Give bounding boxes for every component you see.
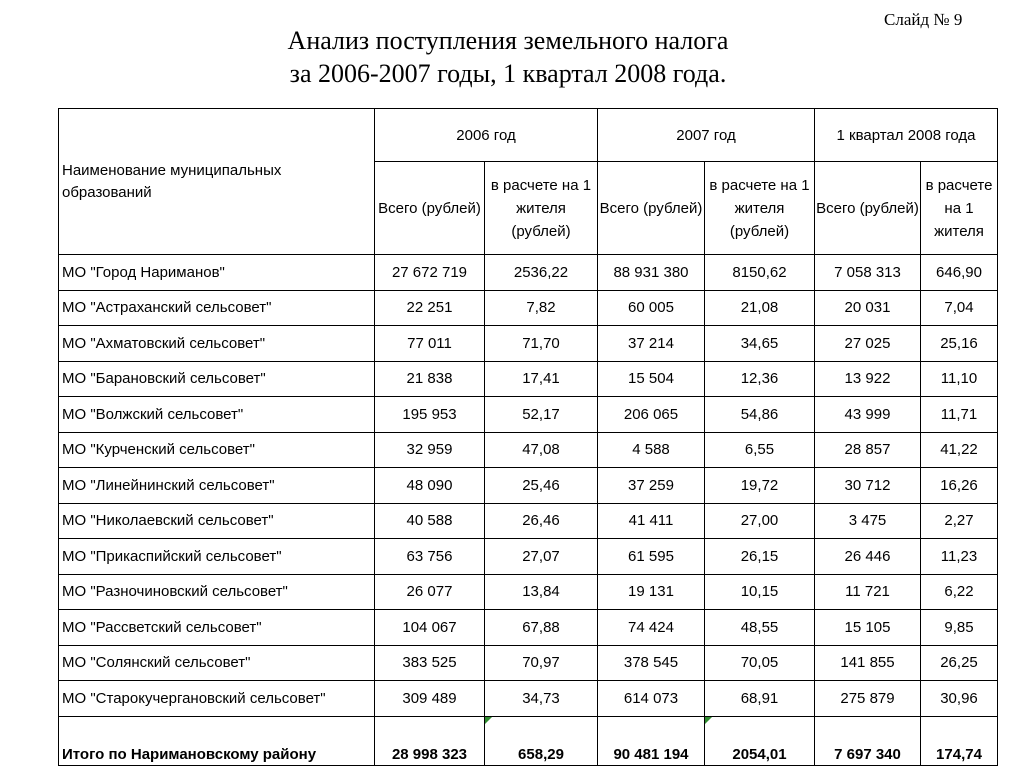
value-cell: 26,15 [705,539,815,575]
value-cell: 27,00 [705,503,815,539]
table-row [59,610,998,646]
table-row [59,574,998,610]
value-cell: 41,22 [921,432,998,468]
value-cell: 48,55 [705,610,815,646]
value-cell: 90 481 194 [598,716,705,765]
value-cell: 6,22 [921,574,998,610]
value-cell: 70,05 [705,645,815,681]
total-header-2007: Всего (рублей) [598,162,705,255]
value-cell: 6,55 [705,432,815,468]
value-cell: 174,74 [921,716,998,765]
municipality-name-cell: МО "Барановский сельсовет" [59,361,375,397]
value-cell: 658,29 [485,716,598,765]
value-cell: 309 489 [375,681,485,717]
value-cell: 10,15 [705,574,815,610]
value-cell: 4 588 [598,432,705,468]
table-row [59,503,998,539]
value-cell: 26 077 [375,574,485,610]
value-cell: 25,46 [485,468,598,504]
value-cell: 41 411 [598,503,705,539]
title-line-2: за 2006-2007 годы, 1 квартал 2008 года. [289,59,727,88]
value-cell: 12,36 [705,361,815,397]
value-cell: 27 672 719 [375,255,485,291]
municipality-name-cell: МО "Волжский сельсовет" [59,397,375,433]
value-cell: 19 131 [598,574,705,610]
value-cell: 71,70 [485,326,598,362]
value-cell: 21,08 [705,290,815,326]
table-row [59,255,998,291]
value-cell: 614 073 [598,681,705,717]
value-cell: 67,88 [485,610,598,646]
value-cell: 47,08 [485,432,598,468]
value-cell: 27,07 [485,539,598,575]
value-cell: 60 005 [598,290,705,326]
municipality-name-cell: МО "Курченский сельсовет" [59,432,375,468]
municipality-name-cell: МО "Николаевский сельсовет" [59,503,375,539]
value-cell: 275 879 [815,681,921,717]
per-capita-header-2006: в расчете на 1 жителя (рублей) [485,162,598,255]
header-row-periods [59,109,998,162]
municipality-column-header: Наименование муниципальных образований [59,109,375,255]
period-header-2006: 2006 год [375,109,598,162]
value-cell: 11,23 [921,539,998,575]
value-cell: 43 999 [815,397,921,433]
value-cell: 30,96 [921,681,998,717]
value-cell: 7,82 [485,290,598,326]
value-cell: 37 214 [598,326,705,362]
value-cell: 34,73 [485,681,598,717]
value-cell: 11,10 [921,361,998,397]
municipality-name-cell: МО "Линейнинский сельсовет" [59,468,375,504]
total-header-2006: Всего (рублей) [375,162,485,255]
value-cell: 68,91 [705,681,815,717]
value-cell: 383 525 [375,645,485,681]
value-cell: 646,90 [921,255,998,291]
municipality-name-cell: МО "Рассветский сельсовет" [59,610,375,646]
value-cell: 7,04 [921,290,998,326]
table-row [59,361,998,397]
value-cell: 141 855 [815,645,921,681]
value-cell: 2536,22 [485,255,598,291]
table-row [59,397,998,433]
value-cell: 378 545 [598,645,705,681]
total-header-2008-q1: Всего (рублей) [815,162,921,255]
value-cell: 48 090 [375,468,485,504]
value-cell: 70,97 [485,645,598,681]
value-cell: 13 922 [815,361,921,397]
municipality-name-cell: Итого по Наримановскому району [59,716,375,765]
value-cell: 15 105 [815,610,921,646]
value-cell: 74 424 [598,610,705,646]
value-cell: 21 838 [375,361,485,397]
municipality-name-cell: МО "Ахматовский сельсовет" [59,326,375,362]
table-row [59,539,998,575]
value-cell: 8150,62 [705,255,815,291]
value-cell: 20 031 [815,290,921,326]
value-cell: 27 025 [815,326,921,362]
value-cell: 28 998 323 [375,716,485,765]
period-header-2008-q1: 1 квартал 2008 года [815,109,998,162]
value-cell: 9,85 [921,610,998,646]
municipality-name-cell: МО "Разночиновский сельсовет" [59,574,375,610]
value-cell: 104 067 [375,610,485,646]
value-cell: 63 756 [375,539,485,575]
municipality-name-cell: МО "Город Нариманов" [59,255,375,291]
value-cell: 7 697 340 [815,716,921,765]
table-row [59,326,998,362]
value-cell: 15 504 [598,361,705,397]
value-cell: 206 065 [598,397,705,433]
table-row [59,681,998,717]
municipality-name-cell: МО "Старокучергановский сельсовет" [59,681,375,717]
value-cell: 11 721 [815,574,921,610]
table-row [59,432,998,468]
table-row [59,290,998,326]
value-cell: 34,65 [705,326,815,362]
value-cell: 52,17 [485,397,598,433]
value-cell: 26,25 [921,645,998,681]
value-cell: 37 259 [598,468,705,504]
table-row [59,468,998,504]
municipality-name-cell: МО "Астраханский сельсовет" [59,290,375,326]
value-cell: 40 588 [375,503,485,539]
value-cell: 88 931 380 [598,255,705,291]
value-cell: 16,26 [921,468,998,504]
value-cell: 11,71 [921,397,998,433]
slide-number: Слайд № 9 [884,10,963,29]
value-cell: 26,46 [485,503,598,539]
value-cell: 17,41 [485,361,598,397]
value-cell: 28 857 [815,432,921,468]
value-cell: 54,86 [705,397,815,433]
period-header-2007: 2007 год [598,109,815,162]
value-cell: 19,72 [705,468,815,504]
page-title [0,24,1016,90]
value-cell: 26 446 [815,539,921,575]
value-cell: 25,16 [921,326,998,362]
value-cell: 7 058 313 [815,255,921,291]
value-cell: 22 251 [375,290,485,326]
value-cell: 13,84 [485,574,598,610]
title-line-1: Анализ поступления земельного налога [287,26,729,55]
land-tax-table [58,108,998,766]
value-cell: 32 959 [375,432,485,468]
value-cell: 195 953 [375,397,485,433]
total-row [59,716,998,765]
value-cell: 61 595 [598,539,705,575]
per-capita-header-2008-q1: в расчете на 1 жителя [921,162,998,255]
municipality-name-cell: МО "Прикаспийский сельсовет" [59,539,375,575]
municipality-name-cell: МО "Солянский сельсовет" [59,645,375,681]
per-capita-header-2007: в расчете на 1 жителя (рублей) [705,162,815,255]
value-cell: 2054,01 [705,716,815,765]
value-cell: 77 011 [375,326,485,362]
table-row [59,645,998,681]
value-cell: 2,27 [921,503,998,539]
value-cell: 30 712 [815,468,921,504]
value-cell: 3 475 [815,503,921,539]
